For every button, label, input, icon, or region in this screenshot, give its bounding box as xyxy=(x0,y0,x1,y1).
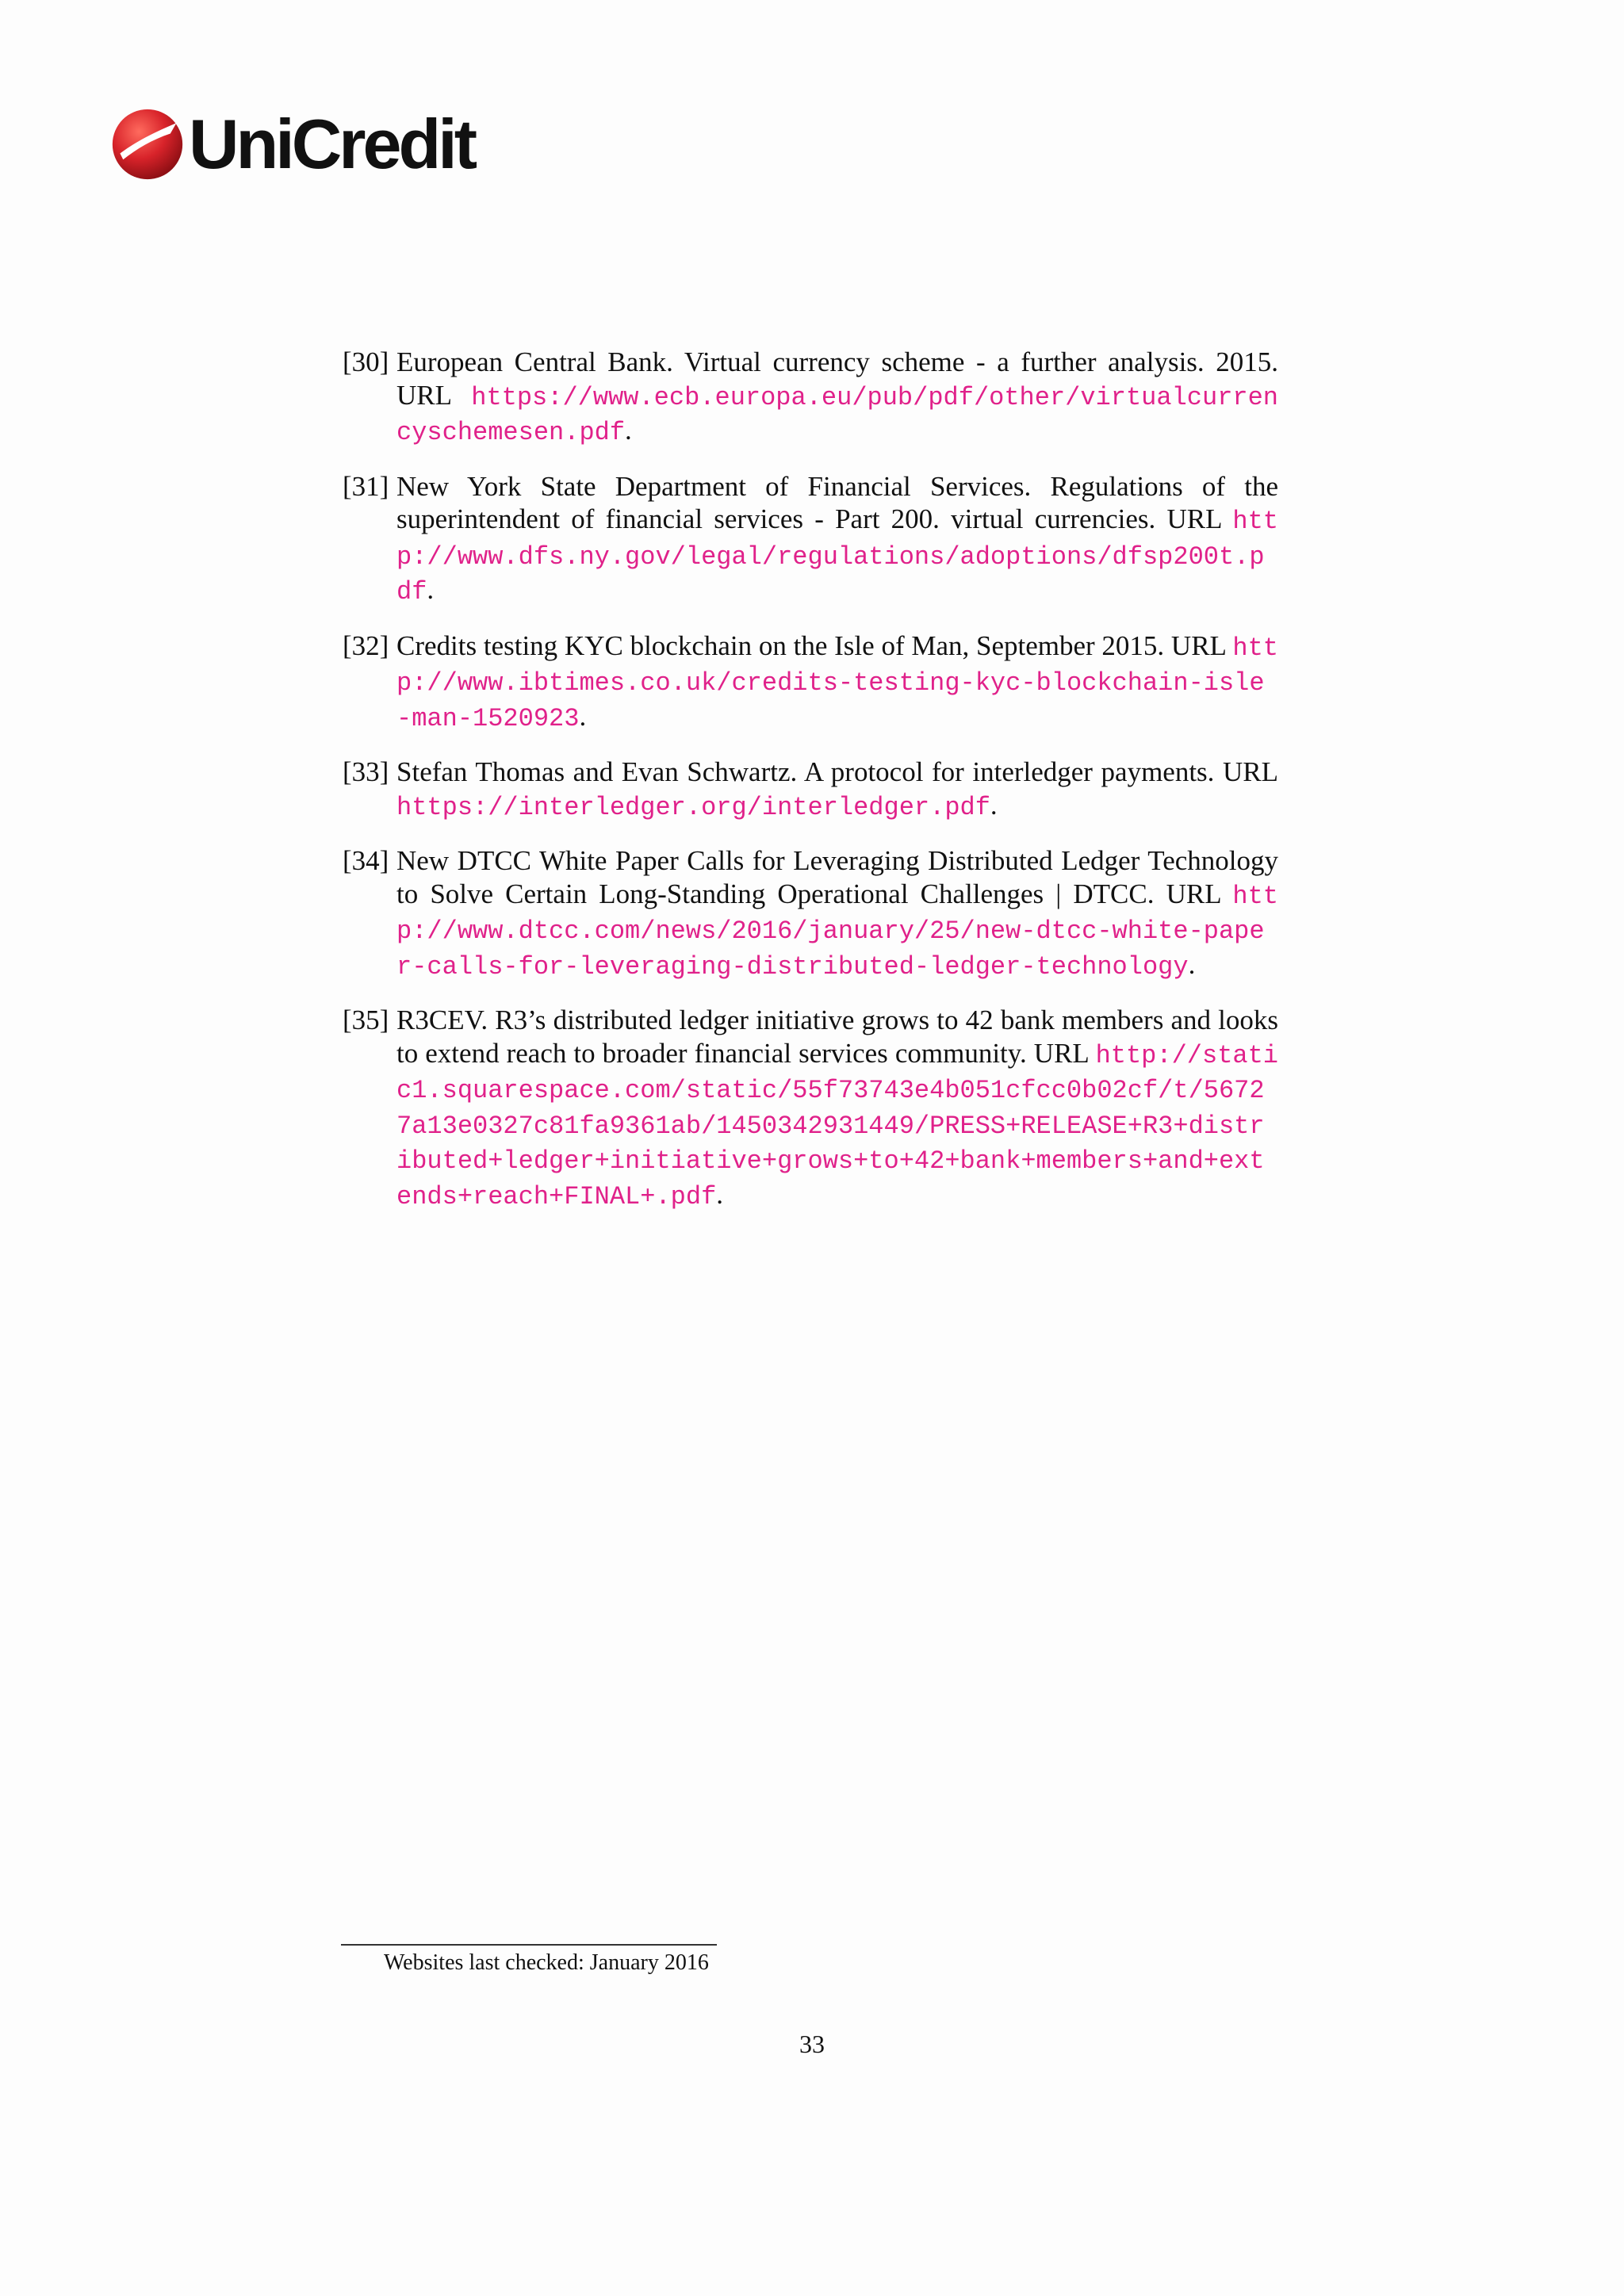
reference-link[interactable]: http://static1.squarespace.com/static/55f73743e4b051cfcc0b02cf/t/56727a13e0327c81fa9361ab/1450342931449/PRESS+RELEASE+R3+distributed+ledger+initiative+grows+to+42+bank+members+and+extends+reach+FINAL+.pdf xyxy=(396,1040,1278,1211)
reference-item xyxy=(343,470,1278,609)
unicredit-logo xyxy=(109,105,474,184)
reference-link[interactable]: http://www.dtcc.com/news/2016/january/25/new-dtcc-white-paper-calls-for-leveraging-distributed-ledger-technology xyxy=(396,881,1278,982)
reference-link[interactable]: https://interledger.org/interledger.pdf xyxy=(396,792,990,822)
logo-text: UniCredit xyxy=(189,105,474,183)
reference-item xyxy=(343,756,1278,824)
reference-link[interactable]: https://www.ecb.europa.eu/pub/pdf/other/virtualcurrencyschemesen.pdf xyxy=(396,382,1278,447)
page-number: 33 xyxy=(799,2030,825,2058)
reference-number: [34] xyxy=(343,845,389,876)
reference-number: [32] xyxy=(343,629,389,661)
reference-link[interactable]: http://www.dfs.ny.gov/legal/regulations/adoptions/dfsp200t.pdf xyxy=(396,507,1278,607)
reference-item xyxy=(343,629,1278,736)
unicredit-logo-icon xyxy=(109,106,186,182)
footnote: Websites last checked: January 2016 xyxy=(384,1950,709,1975)
reference-item xyxy=(343,346,1278,450)
reference-item xyxy=(343,844,1278,983)
reference-number: [33] xyxy=(343,756,389,787)
reference-item xyxy=(343,1004,1278,1213)
reference-text: European Central Bank. Virtual currency scheme - a further analysis. 2015. URL https://www.ecb.europa.eu/pub/pdf/other/virtualcurrencyschemesen.pdf. xyxy=(396,346,1278,447)
reference-text: New York State Department of Financial Services. Regulations of the superintendent of financial services - Part 200. virtual currencies. URL http://www.dfs.ny.gov/legal/regulations/adoptions/dfsp200t.pdf. xyxy=(396,470,1278,607)
reference-number: [35] xyxy=(343,1004,389,1035)
reference-list xyxy=(343,346,1278,1234)
reference-text: Stefan Thomas and Evan Schwartz. A protocol for interledger payments. URL https://interledger.org/interledger.pdf. xyxy=(396,756,1278,822)
footnote-divider xyxy=(341,1944,717,1946)
reference-text: Credits testing KYC blockchain on the Isle of Man, September 2015. URL http://www.ibtimes.co.uk/credits-testing-kyc-blockchain-isle-man-1520923. xyxy=(396,629,1278,733)
reference-number: [31] xyxy=(343,470,389,502)
reference-text: New DTCC White Paper Calls for Leveraging Distributed Ledger Technology to Solve Certain Long-Standing Operational Challenges | DTCC. URL http://www.dtcc.com/news/2016/january/25/new-dtcc-white-paper-calls-for-leveraging-distributed-ledger-technology. xyxy=(396,845,1278,982)
reference-text: R3CEV. R3’s distributed ledger initiative grows to 42 bank members and looks to extend reach to broader financial services community. URL http://static1.squarespace.com/static/55f73743e4b051cfcc0b02cf/t/56727a13e0327c81fa9361ab/1450342931449/PRESS+RELEASE+R3+distributed+ledger+initiative+grows+to+42+bank+members+and+extends+reach+FINAL+.pdf. xyxy=(396,1004,1278,1211)
reference-link[interactable]: http://www.ibtimes.co.uk/credits-testing-kyc-blockchain-isle-man-1520923 xyxy=(396,633,1278,733)
reference-number: [30] xyxy=(343,346,389,377)
